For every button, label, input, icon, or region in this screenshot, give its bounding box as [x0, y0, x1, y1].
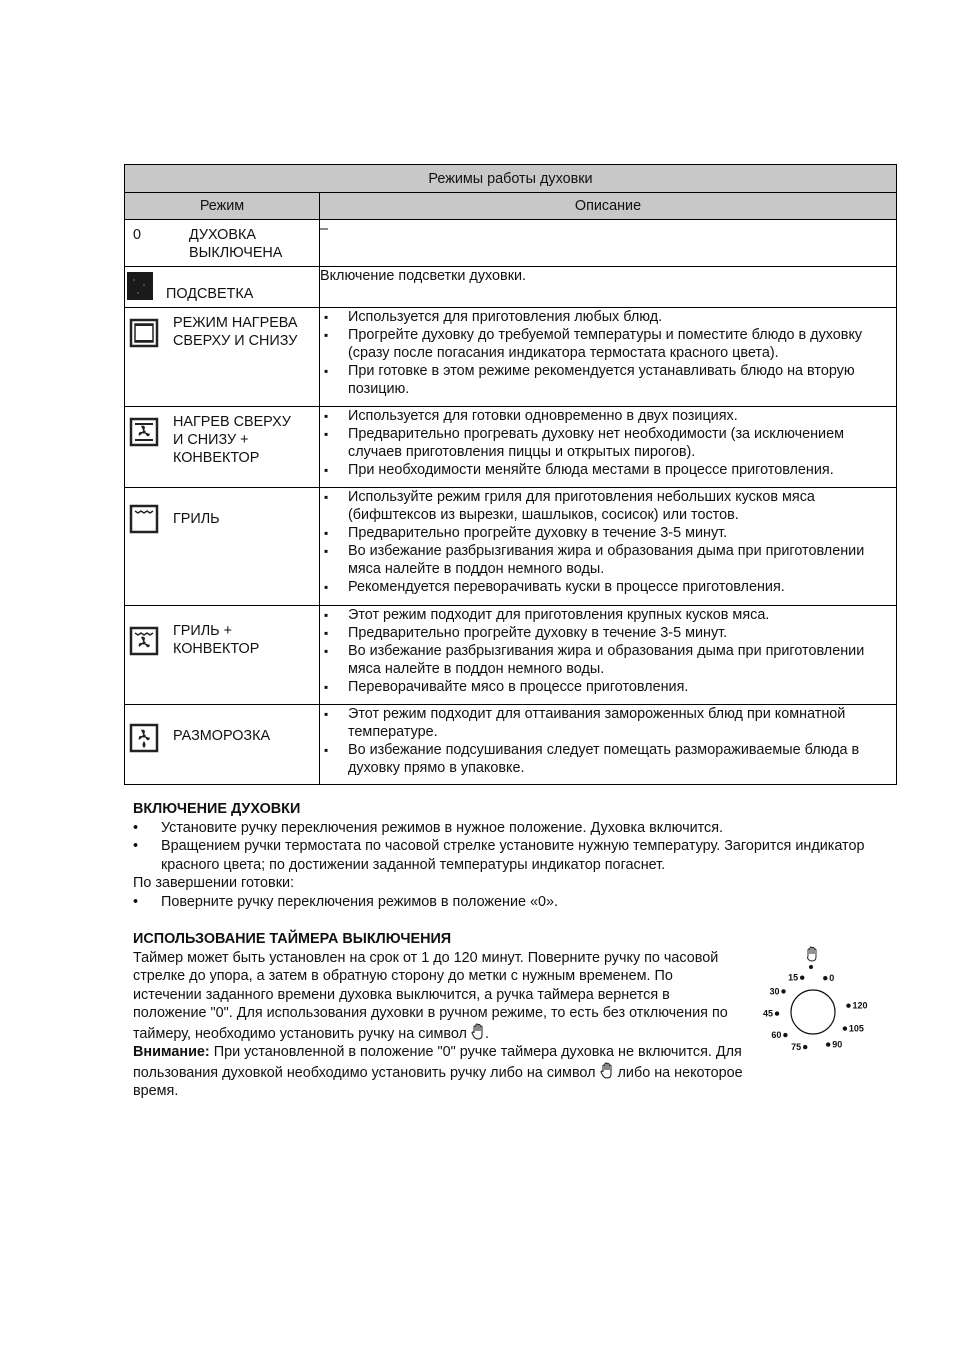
- hand-icon: [600, 1062, 614, 1080]
- mode-description-list: [320, 606, 896, 696]
- mode-label: ДУХОВКА ВЫКЛЮЧЕНА: [189, 227, 283, 261]
- list-item: ▪ Предварительно прогревать духовку нет необходимости (за исключением случаев приготовления пиццы и открытых пирогов).: [320, 425, 896, 461]
- mode-label: НАГРЕВ СВЕРХУ И СНИЗУ + КОНВЕКТОР: [173, 414, 291, 466]
- after-cooking-label: По завершении готовки:: [133, 875, 295, 891]
- bullet-list: [133, 819, 893, 875]
- list-item: ▪ Во избежание разбрызгивания жира и образования дыма при приготовлении мяса налейте в поддон немного воды.: [320, 642, 896, 678]
- mode-label: ПОДСВЕТКА: [166, 286, 254, 302]
- list-item: • Поверните ручку переключения режимов в положение «0».: [133, 893, 893, 912]
- list-item: ▪ Переворачивайте мясо в процессе приготовления.: [320, 678, 896, 696]
- dial-dot: [826, 1042, 830, 1046]
- table-title: Режимы работы духовки: [125, 165, 897, 193]
- mode-label: ГРИЛЬ: [173, 511, 220, 527]
- dial-label: 45: [762, 1008, 773, 1019]
- mode-label: РЕЖИМ НАГРЕВА СВЕРХУ И СНИЗУ: [173, 315, 298, 349]
- timer-dial: [745, 940, 885, 1065]
- mode-description: –: [320, 220, 897, 267]
- dial-label: 105: [848, 1023, 864, 1034]
- timer-text-2-end: либо на некоторое время.: [133, 1064, 743, 1099]
- timer-section: [133, 930, 743, 1101]
- dial-label: 0: [829, 973, 835, 984]
- table-row: [125, 488, 897, 606]
- dial-dot: [846, 1004, 850, 1008]
- list-item: ▪ При готовке в этом режиме рекомендуется устанавливать блюдо на вторую позицию.: [320, 362, 896, 398]
- grill-icon: [129, 504, 159, 534]
- mode-description-list: [320, 407, 896, 479]
- warning-label: Внимание:: [133, 1044, 210, 1060]
- table-row: [125, 220, 897, 267]
- list-item: ▪ Рекомендуется переворачивать куски в процессе приготовления.: [320, 578, 896, 596]
- list-item: • Установите ручку переключения режимов в нужное положение. Духовка включится.: [133, 819, 893, 838]
- list-item: ▪ Используется для готовки одновременно в двух позициях.: [320, 407, 896, 425]
- list-item: • Вращением ручки термостата по часовой стрелке установите нужную температуру. Загорится индикатор красного цвета; по достижении заданной температуры индикатор погаснет.: [133, 837, 893, 874]
- oven-modes-table: [124, 164, 897, 785]
- dial-dot: [843, 1026, 847, 1030]
- col-header-description: Описание: [320, 193, 897, 220]
- dial-label: 60: [771, 1030, 782, 1041]
- dial-dot: [783, 1033, 787, 1037]
- dial-label: 120: [852, 1000, 868, 1011]
- mode-description: Включение подсветки духовки.: [320, 267, 897, 308]
- list-item: ▪ Во избежание разбрызгивания жира и образования дыма при приготовлении мяса налейте в поддон немного воды.: [320, 542, 896, 578]
- timer-paragraph: [133, 949, 743, 1101]
- grill-fan-icon: [129, 626, 159, 656]
- col-header-mode: Режим: [125, 193, 320, 220]
- list-item: ▪ При необходимости меняйте блюда местами в процессе приготовления.: [320, 461, 896, 479]
- list-item: ▪ Этот режим подходит для оттаивания замороженных блюд при комнатной температуре.: [320, 705, 896, 741]
- dial-label: 30: [769, 986, 780, 997]
- mode-label: РАЗМОРОЗКА: [173, 728, 271, 744]
- section-heading: ВКЛЮЧЕНИЕ ДУХОВКИ: [133, 801, 301, 817]
- dial-dot: [781, 989, 785, 993]
- mode-number: 0: [133, 227, 142, 243]
- bullet-list: [133, 893, 893, 912]
- fan-heat-icon: [129, 417, 159, 447]
- table-row: [125, 606, 897, 705]
- timer-text-2: При установленной в положение "0" ручке таймера духовка не включится. Для пользования духовкой необходимо установить ручку либо на символ: [133, 1044, 742, 1081]
- dial-dot: [775, 1011, 779, 1015]
- list-item: ▪ Во избежание подсушивания следует помещать размораживаемые блюда в духовку прямо в упаковке.: [320, 741, 896, 777]
- light-icon: [126, 271, 156, 301]
- hand-icon: [471, 1023, 485, 1041]
- list-item: ▪ Используется для приготовления любых блюд.: [320, 308, 896, 326]
- timer-text-1: Таймер может быть установлен на срок от 1 до 120 минут. Поверните ручку по часовой стрелке до упора, а затем в обратную сторону до метки с нужным временем. По истечении заданного времени духовка выключится, а ручка таймера вернется в положение "0". Для использования духовки в ручном режиме, то есть без отключения по таймеру, необходимо установить ручку на символ: [133, 949, 728, 1042]
- list-item: ▪ Используйте режим гриля для приготовления небольших кусков мяса (бифштексов из вырезки, шашлыков, сосисок) или тостов.: [320, 488, 896, 524]
- top-bottom-heat-icon: [129, 318, 159, 348]
- dial-label: 75: [791, 1042, 802, 1053]
- dial-hand-mark: [808, 947, 817, 969]
- mode-description-list: [320, 308, 896, 398]
- defrost-icon: [129, 723, 159, 753]
- dial-dot: [803, 1045, 807, 1049]
- table-row: [125, 407, 897, 488]
- list-item: ▪ Этот режим подходит для приготовления крупных кусков мяса.: [320, 606, 896, 624]
- switch-on-section: [133, 800, 893, 911]
- mode-description-list: [320, 705, 896, 777]
- list-item: ▪ Предварительно прогрейте духовку в течение 3-5 минут.: [320, 624, 896, 642]
- table-row: [125, 267, 897, 308]
- dial-dot: [823, 976, 827, 980]
- table-row: [125, 705, 897, 785]
- dial-knob: [791, 990, 835, 1034]
- mode-description-list: [320, 488, 896, 596]
- timer-text-1-end: .: [484, 1025, 489, 1042]
- dial-label: 90: [832, 1039, 843, 1050]
- section-heading: ИСПОЛЬЗОВАНИЕ ТАЙМЕРА ВЫКЛЮЧЕНИЯ: [133, 931, 452, 947]
- table-row: [125, 308, 897, 407]
- dial-label: 15: [788, 972, 799, 983]
- list-item: ▪ Предварительно прогрейте духовку в течение 3-5 минут.: [320, 524, 896, 542]
- list-item: ▪ Прогрейте духовку до требуемой температуры и поместите блюдо в духовку (сразу после погасания индикатора термостата красного цвета).: [320, 326, 896, 362]
- mode-label: ГРИЛЬ + КОНВЕКТОР: [173, 623, 260, 657]
- dial-dot: [800, 976, 804, 980]
